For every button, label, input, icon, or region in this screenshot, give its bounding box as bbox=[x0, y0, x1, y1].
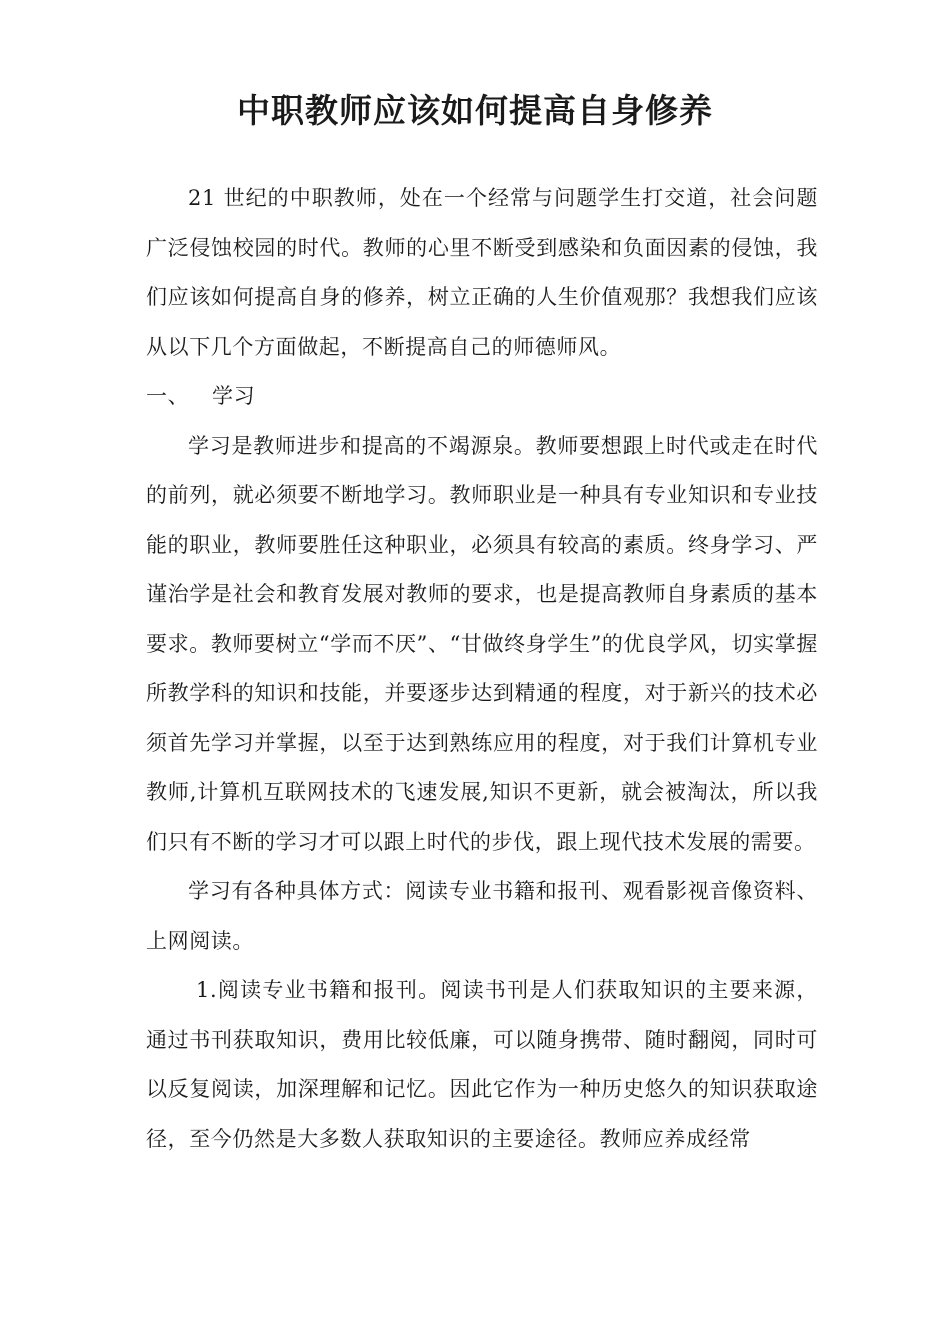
section-number: 一、 bbox=[146, 384, 190, 408]
reading-paragraph: 1.阅读专业书籍和报刊。阅读书刊是人们获取知识的主要来源，通过书刊获取知识，费用比较低廉，可以随身携带、随时翻阅，同时可以反复阅读，加深理解和记忆。因此它作为一种历史悠久的知识获取途径，至今仍然是大多数人获取知识的主要途径。教师应养成经常 bbox=[146, 978, 818, 1151]
document-body bbox=[146, 174, 818, 1164]
learning-paragraph: 学习是教师进步和提高的不竭源泉。教师要想跟上时代或走在时代的前列，就必须要不断地学习。教师职业是一种具有专业知识和专业技能的职业，教师要胜任这种职业，必须具有较高的素质。终身学习、严谨治学是社会和教育发展对教师的要求，也是提高教师自身素质的基本要求。教师要树立“学而不厌”、“甘做终身学生”的优良学风，切实掌握所教学科的知识和技能，并要逐步达到精通的程度，对于新兴的技术必须首先学习并掌握，以至于达到熟练应用的程度，对于我们计算机专业教师,计算机互联网技术的飞速发展,知识不更新，就会被淘汰，所以我们只有不断的学习才可以跟上时代的步伐，跟上现代技术发展的需要。 bbox=[146, 433, 818, 854]
section-heading bbox=[146, 372, 818, 422]
learning-methods-paragraph: 学习有各种具体方式：阅读专业书籍和报刊、观看影视音像资料、上网阅读。 bbox=[146, 879, 818, 953]
section-title: 学习 bbox=[212, 384, 256, 408]
document-title: 中职教师应该如何提高自身修养 bbox=[237, 91, 713, 130]
intro-paragraph: 21 世纪的中职教师，处在一个经常与问题学生打交道，社会问题广泛侵蚀校园的时代。教师的心里不断受到感染和负面因素的侵蚀，我们应该如何提高自身的修养，树立正确的人生价值观那？我想我们应该从以下几个方面做起，不断提高自己的师德师风。 bbox=[146, 186, 818, 359]
